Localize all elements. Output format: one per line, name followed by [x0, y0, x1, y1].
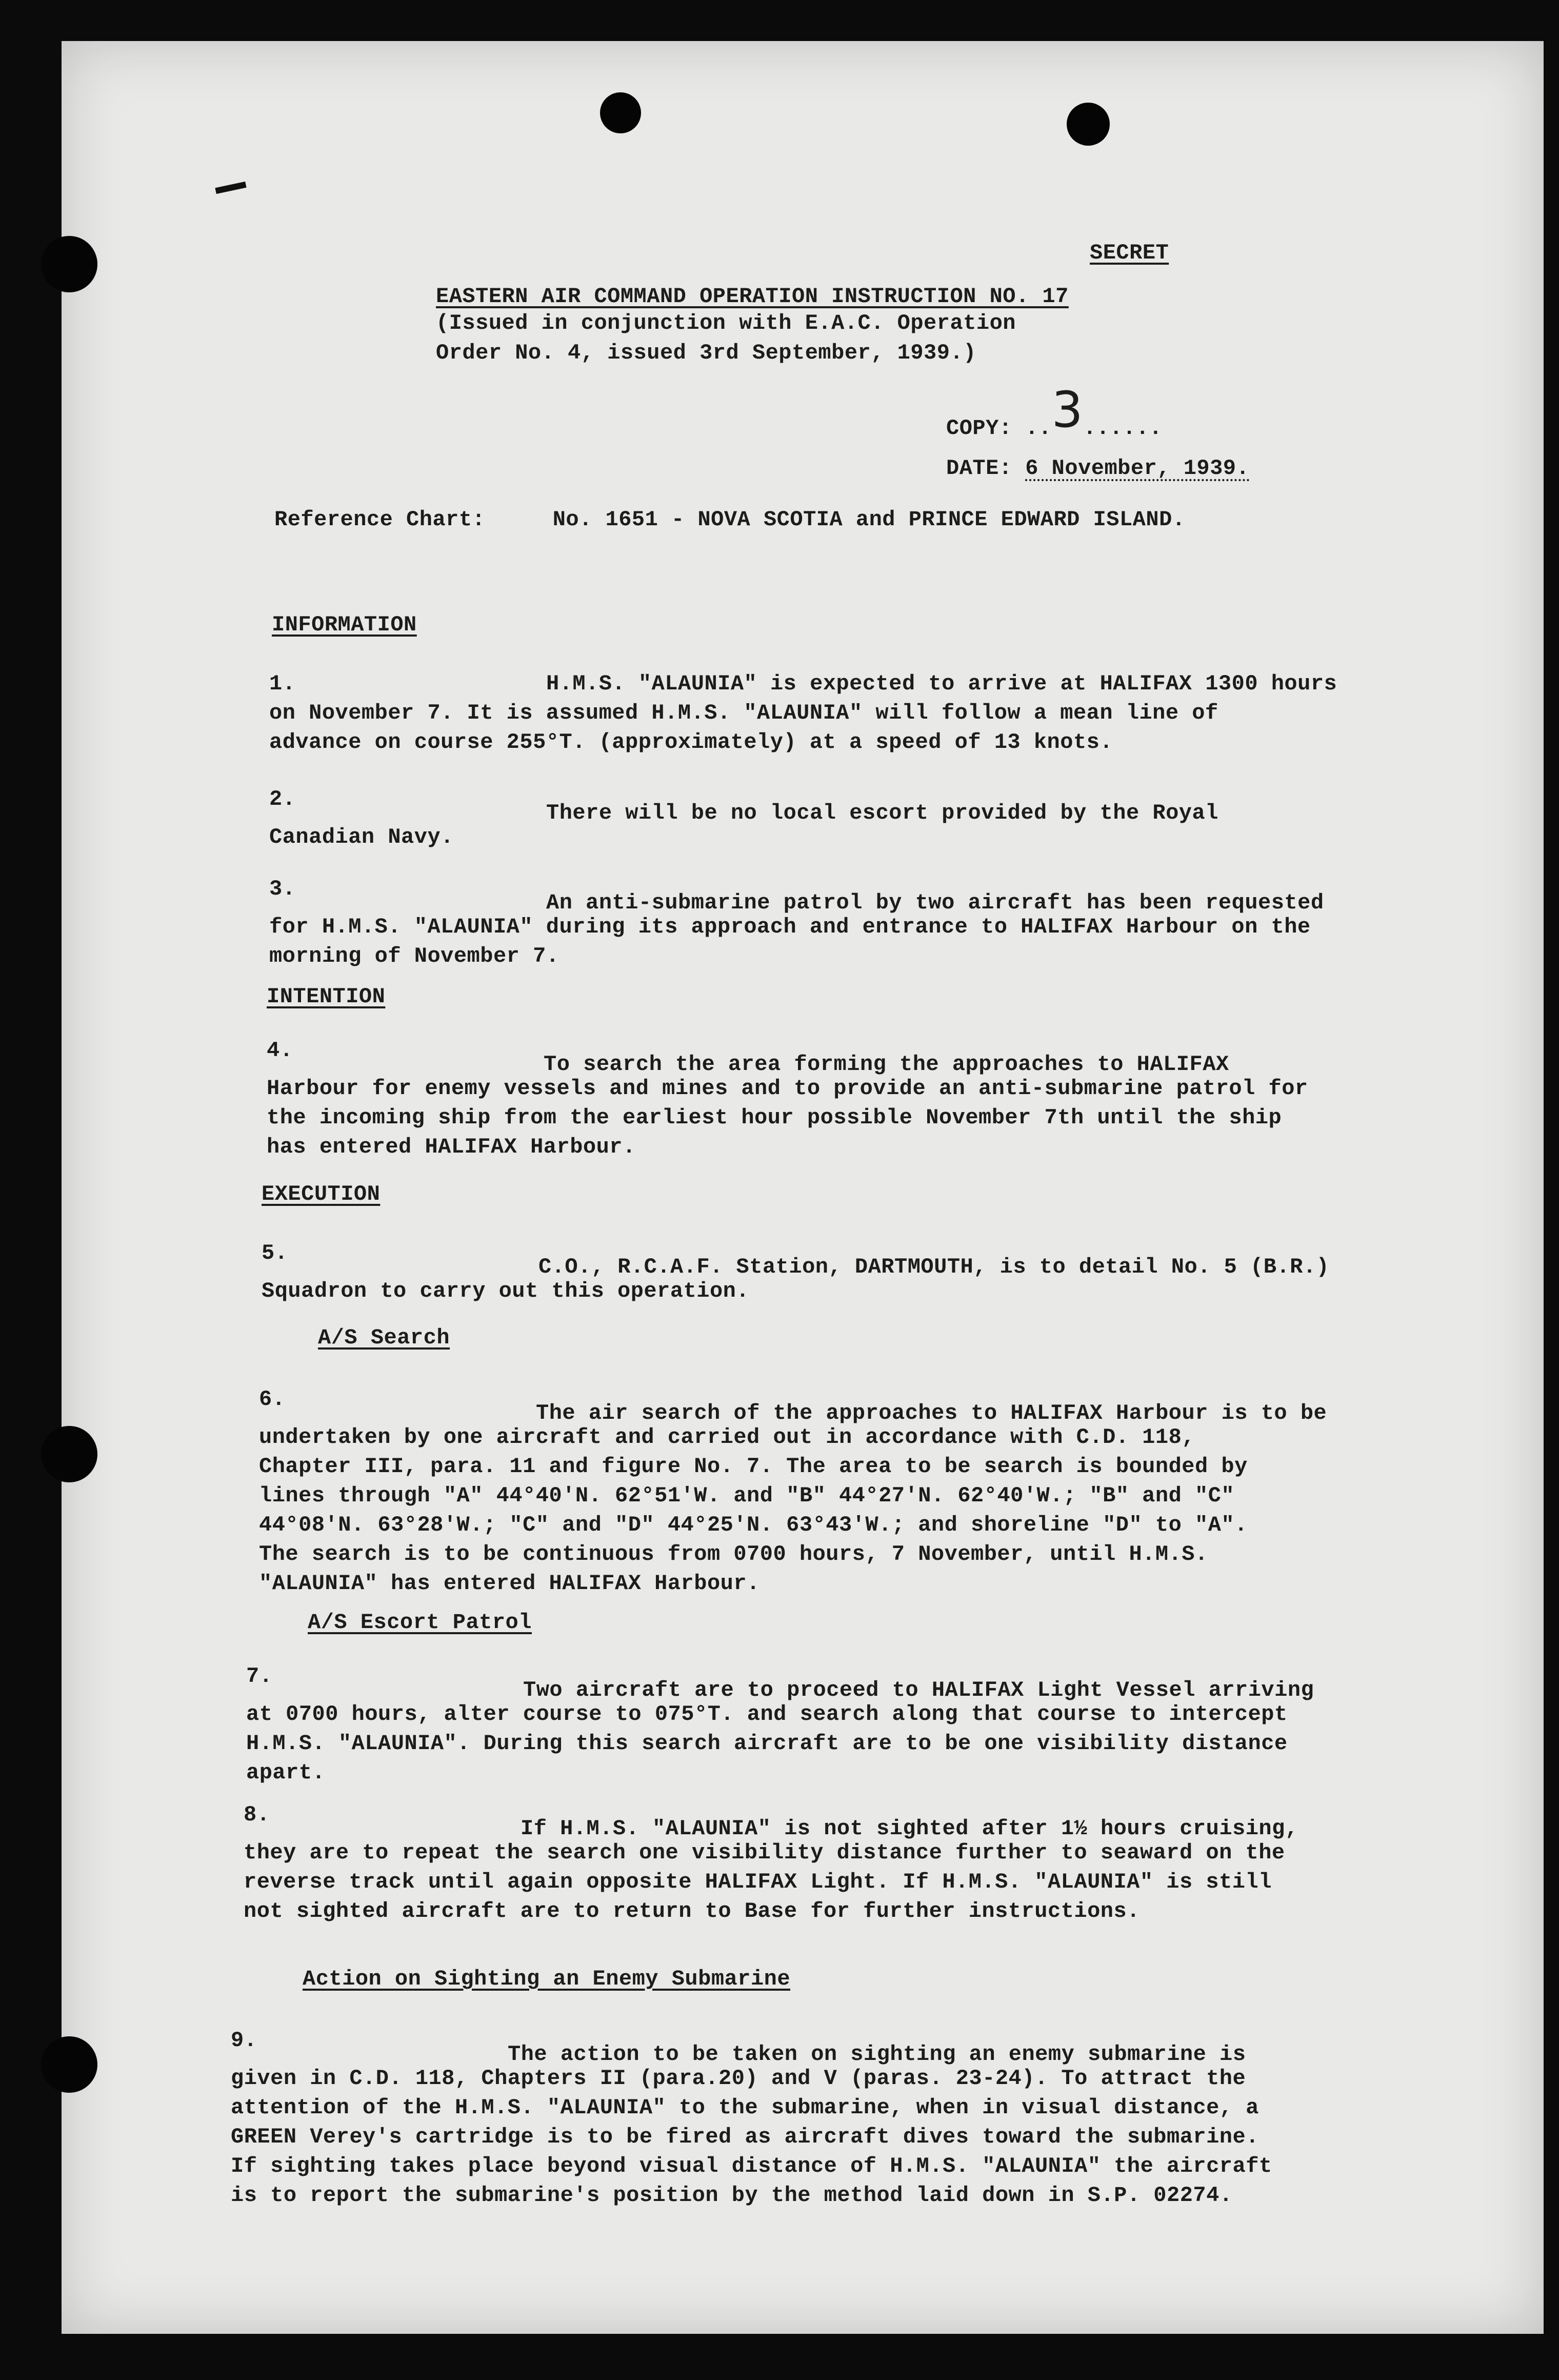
punch-hole-top-left	[600, 92, 641, 133]
paragraph-text: Harbour for enemy vessels and mines and to provide an anti-submarine patrol for the incoming ship from the earliest hour possible November 7th until the ship has entered HALIFAX Harbour.	[267, 1076, 1308, 1159]
paragraph-number: 4.	[267, 1038, 293, 1063]
paragraph-lead: The air search of the approaches to HALIFAX Harbour is to be	[536, 1401, 1327, 1425]
classification-label: SECRET	[1090, 241, 1169, 265]
paragraph-text: Squadron to carry out this operation.	[262, 1279, 750, 1303]
paragraph-text: Canadian Navy.	[269, 825, 454, 849]
subsection-as-search: A/S Search	[318, 1325, 450, 1350]
punch-hole-top-right	[1067, 103, 1110, 146]
paragraph-9	[231, 2026, 1272, 2210]
paragraph-number: 3.	[269, 877, 296, 901]
document-title: EASTERN AIR COMMAND OPERATION INSTRUCTION NO. 17	[436, 284, 1069, 309]
paragraph-text: given in C.D. 118, Chapters II (para.20) and V (paras. 23-24). To attract the attention of the H.M.S. "ALAUNIA" to the submarine, when in visual distance, a GREEN Verey's cartridge is to be fired as aircraft dives toward the submarine. If sighting takes place beyond visual distance of H.M.S. "ALAUNIA" the aircraft is to report the submarine's position by the method laid down in S.P. 02274.	[231, 2066, 1272, 2208]
paragraph-number: 1.	[269, 671, 296, 696]
document-subtitle-line2: Order No. 4, issued 3rd September, 1939.)	[436, 341, 976, 365]
paragraph-number: 2.	[269, 787, 296, 811]
copy-field: COPY: ..3......	[946, 381, 1163, 441]
document-subtitle-line1: (Issued in conjunction with E.A.C. Operation	[436, 311, 1016, 335]
reference-label: Reference Chart:	[274, 507, 486, 532]
paragraph-lead: C.O., R.C.A.F. Station, DARTMOUTH, is to detail No. 5 (B.R.)	[538, 1255, 1330, 1279]
paragraph-lead: There will be no local escort provided by the Royal	[546, 801, 1218, 825]
paragraph-lead: If H.M.S. "ALAUNIA" is not sighted after 1½ hours cruising,	[521, 1816, 1298, 1841]
paragraph-7	[246, 1662, 1314, 1788]
paragraph-lead: H.M.S. "ALAUNIA" is expected to arrive at HALIFAX 1300 hours	[546, 671, 1337, 696]
date-field	[946, 454, 1249, 483]
reference-chart	[274, 505, 1186, 534]
paragraph-5	[262, 1239, 1329, 1306]
subsection-action-on-sighting: Action on Sighting an Enemy Submarine	[303, 1967, 791, 1991]
paragraph-number: 6.	[259, 1387, 286, 1412]
paragraph-lead: An anti-submarine patrol by two aircraft has been requested	[546, 890, 1324, 915]
copy-number: 3	[1051, 381, 1084, 439]
copy-dots: ......	[1083, 416, 1163, 441]
paragraph-text: they are to repeat the search one visibility distance further to seaward on the reverse track until again opposite HALIFAX Light. If H.M.S. "ALAUNIA" is still not sighted aircraft are to return to Base for further instructions.	[244, 1840, 1285, 1923]
paragraph-text: undertaken by one aircraft and carried out in accordance with C.D. 118, Chapter III, para. 11 and figure No. 7. The area to be search is bounded by lines through "A" 44°40'N. 62°51'W. and "B" 44°27'N. 62°40'W.; "B" and "C" 44°08'N. 63°28'W.; "C" and "D" 44°25'N. 63°43'W.; and shoreline "D" to "A". The search is to be continuous from 0700 hours, 7 November, until H.M.S. "ALAUNIA" has entered HALIFAX Harbour.	[259, 1425, 1248, 1596]
paragraph-6	[259, 1385, 1327, 1598]
paragraph-number: 9.	[231, 2028, 257, 2053]
paragraph-1	[269, 669, 1337, 757]
date-value: 6 November, 1939.	[1025, 456, 1250, 481]
paragraph-text: on November 7. It is assumed H.M.S. "ALAUNIA" will follow a mean line of advance on course 255°T. (approximately) at a speed of 13 knots.	[269, 701, 1218, 755]
paragraph-lead: To search the area forming the approaches to HALIFAX	[544, 1052, 1229, 1077]
paragraph-8	[244, 1800, 1298, 1926]
tick-mark	[215, 182, 246, 194]
section-execution: EXECUTION	[262, 1182, 381, 1206]
copy-label: COPY:	[946, 416, 1012, 441]
subsection-as-escort-patrol: A/S Escort Patrol	[308, 1610, 532, 1635]
paragraph-3	[269, 875, 1324, 971]
reference-value: No. 1651 - NOVA SCOTIA and PRINCE EDWARD ISLAND.	[552, 507, 1186, 532]
paragraph-4	[267, 1036, 1308, 1162]
punch-hole-left-3	[41, 2036, 97, 2093]
section-information: INFORMATION	[272, 612, 417, 637]
paragraph-lead: The action to be taken on sighting an enemy submarine is	[508, 2042, 1246, 2067]
document-page	[62, 41, 1544, 2334]
paragraph-number: 8.	[244, 1802, 270, 1827]
paragraph-text: at 0700 hours, alter course to 075°T. and search along that course to intercept H.M.S. "ALAUNIA". During this search aircraft are to be one visibility distance apart.	[246, 1702, 1288, 1785]
date-label: DATE:	[946, 456, 1012, 481]
section-intention: INTENTION	[267, 984, 386, 1009]
paragraph-number: 7.	[246, 1664, 273, 1689]
punch-hole-left-1	[41, 236, 97, 292]
paragraph-2	[269, 785, 1218, 852]
paragraph-text: for H.M.S. "ALAUNIA" during its approach and entrance to HALIFAX Harbour on the morning of November 7.	[269, 915, 1311, 968]
punch-hole-left-2	[41, 1426, 97, 1482]
paragraph-number: 5.	[262, 1241, 288, 1265]
paragraph-lead: Two aircraft are to proceed to HALIFAX Light Vessel arriving	[523, 1678, 1314, 1702]
